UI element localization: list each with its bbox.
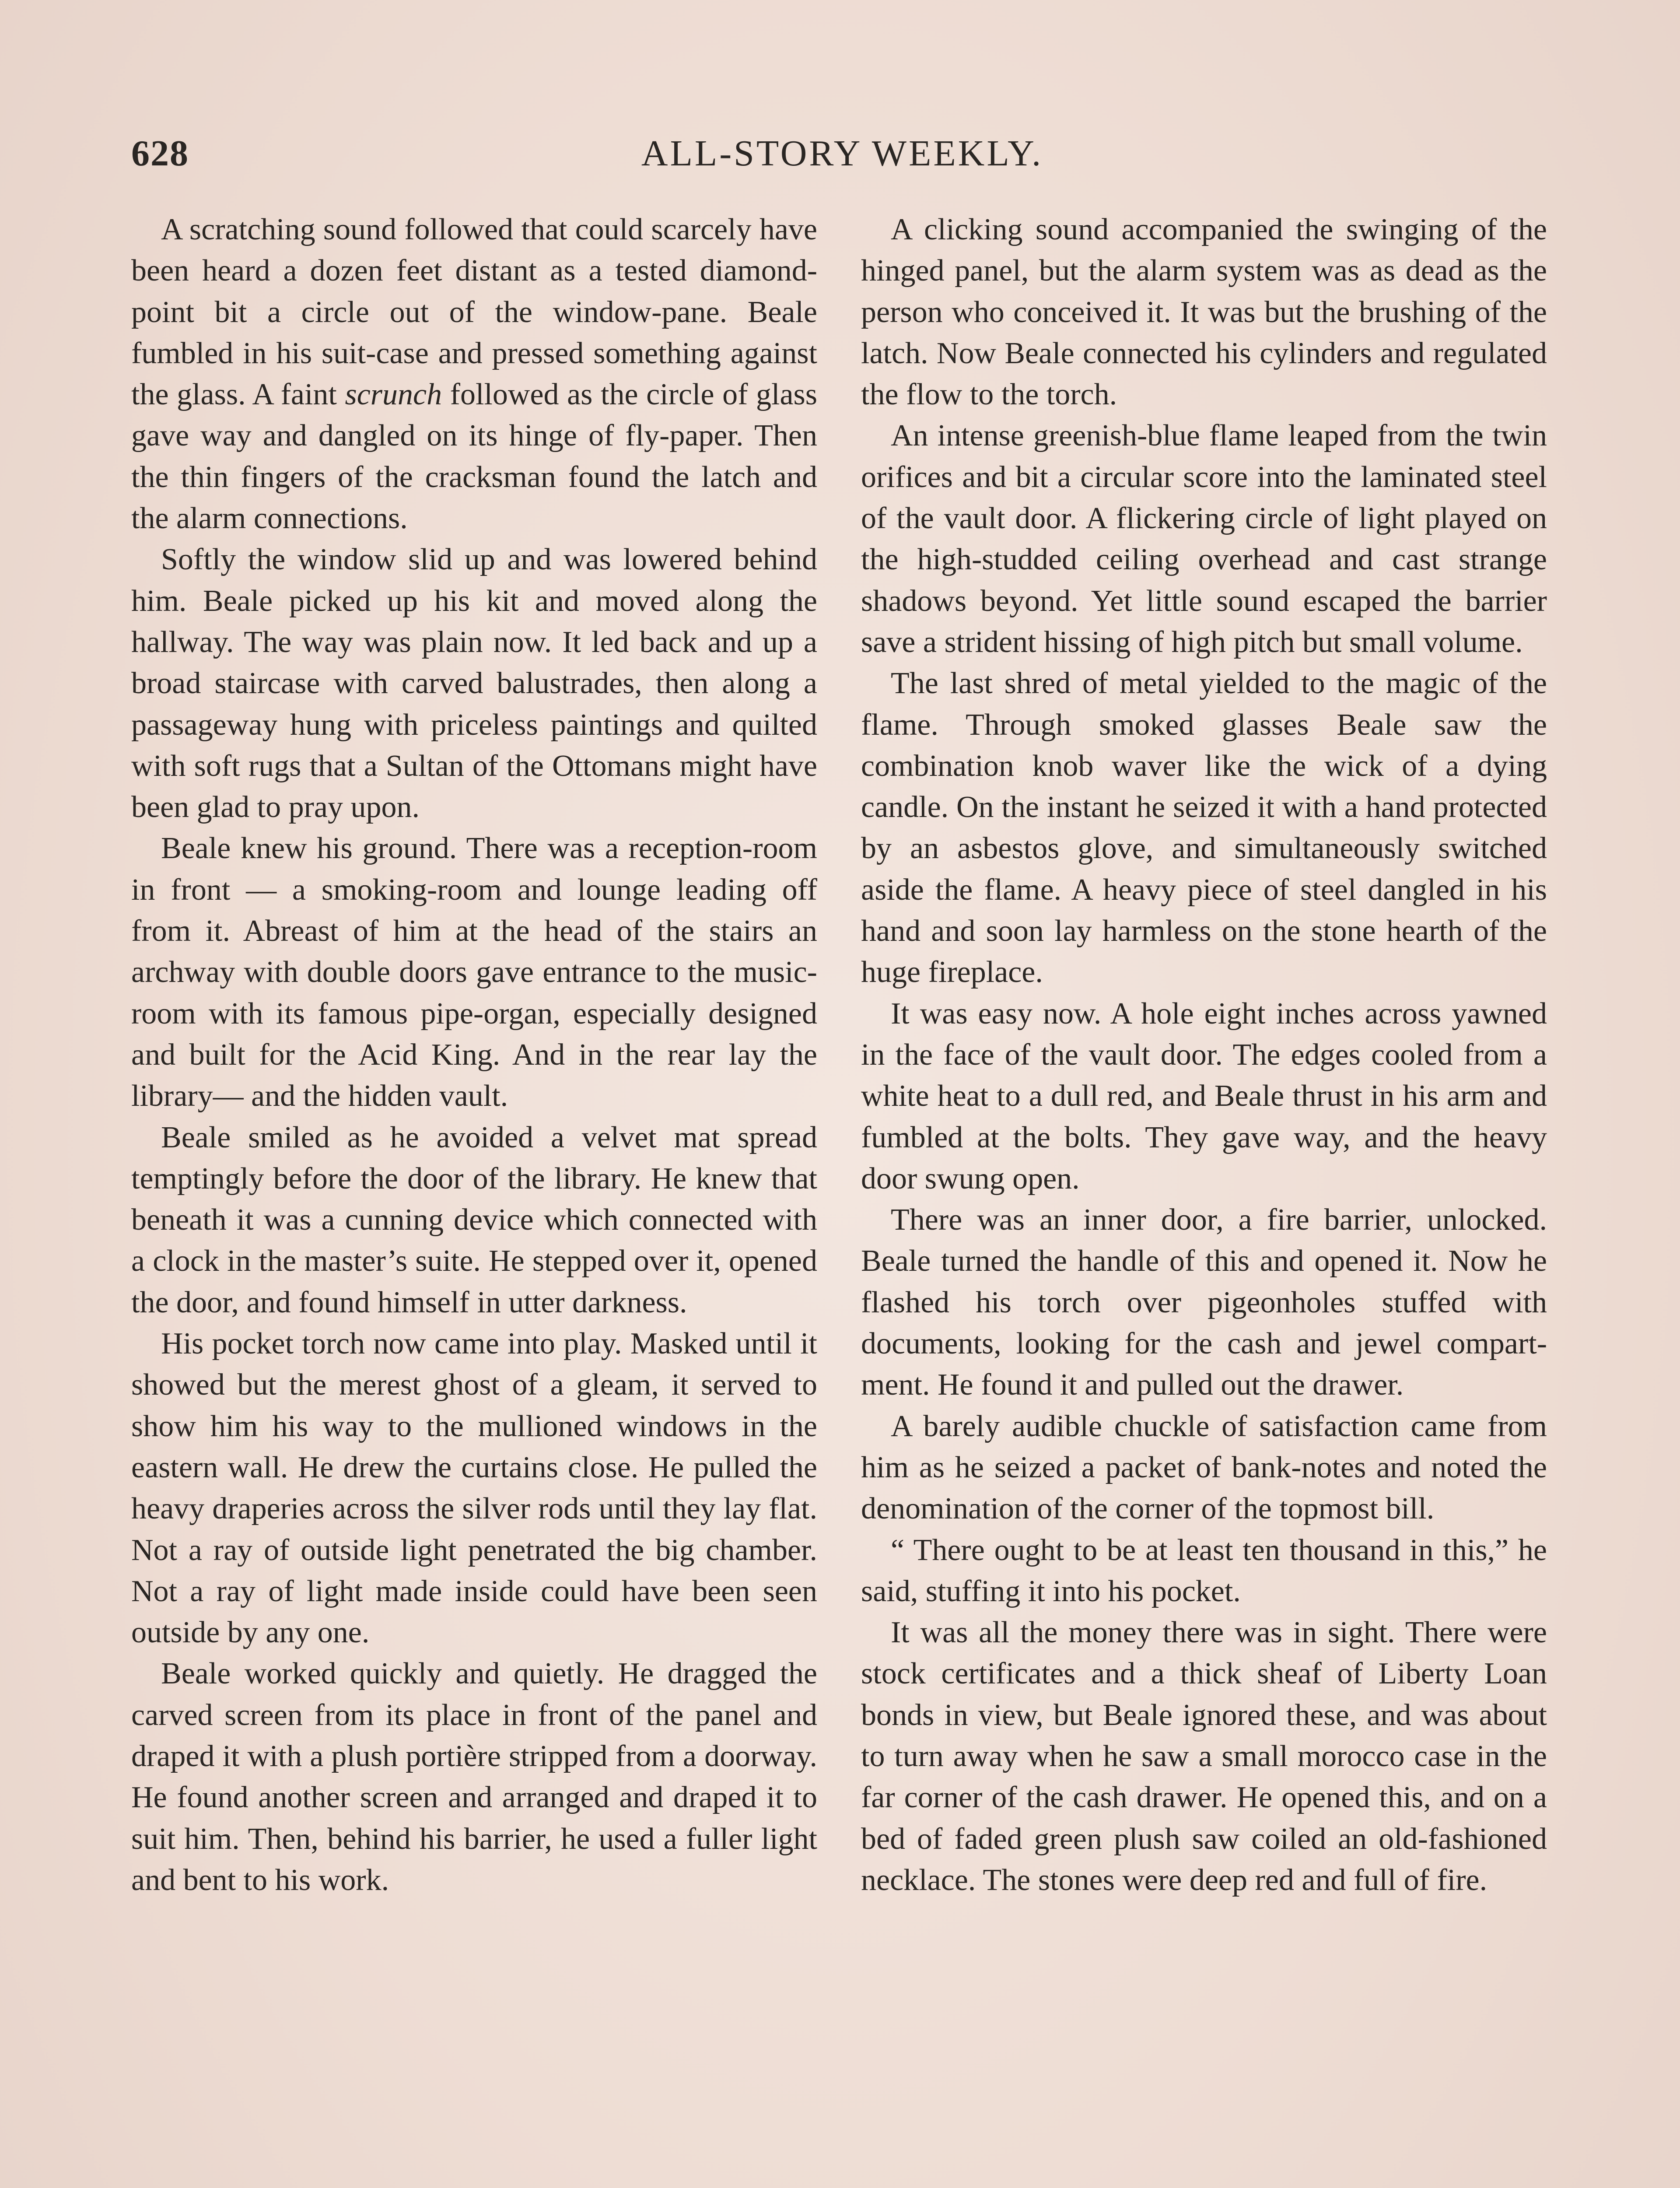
paragraph: Beale smiled as he avoided a velvet mat spread temptingly before the door of the library. He knew that beneath it was a cunning device which connected with a clock in the master’s suite. He stepped over it, opened the door, and found himself in utter darkness.: [131, 1120, 817, 1319]
paragraph: A clicking sound accompanied the swinging of the hinged panel, but the alarm system was as dead as the person who conceived it. It was but the brushing of the latch. Now Beale connected his cylinders and regulated the flow to the torch.: [861, 213, 1547, 412]
page-header: [131, 130, 1553, 178]
paragraph: A barely audible chuckle of satisfaction came from him as he seized a packet of bank-notes and noted the denomination of the corner of the topmost bill.: [861, 1409, 1547, 1526]
paragraph: A scratching sound followed that could scarcely have been heard a dozen feet distant as a tested diamond-point bit a circle out of the window-pane. Beale fumbled in his suit-case and pressed something against the glass. A faint scrunch followed as the circle of glass gave way and dangled on its hinge of fly-paper. Then the thin fingers of the cracksman found the latch and the alarm connections.: [131, 213, 817, 536]
paragraph: An intense greenish-blue flame leaped from the twin orifices and bit a circular score into the laminated steel of the vault door. A flickering circle of light played on the high-studded ceiling overhead and cast strange shadows beyond. Yet little sound escaped the barrier save a strident hissing of high pitch but small volume.: [861, 419, 1547, 659]
italic-word: scrunch: [345, 378, 442, 412]
paragraph: Beale knew his ground. There was a reception-room in front — a smoking-room and lounge leading off from it. Abreast of him at the head of the stairs an archway with double doors gave entrance to the music-room with its famous pipe-organ, especially designed and built for the Acid King. And in the rear lay the library— and the hidden vault.: [131, 831, 817, 1113]
paragraph: It was easy now. A hole eight inches across yawned in the face of the vault door. The edges cooled from a white heat to a dull red, and Beale thrust in his arm and fumbled at the bolts. They gave way, and the heavy door swung open.: [861, 996, 1547, 1196]
paragraph: There was an inner door, a fire barrier, unlocked. Beale turned the handle of this and opened it. Now he flashed his torch over pigeonholes stuffed with documents, looking for the cash and jewel compartment. He found it and pulled out the drawer.: [861, 1203, 1547, 1402]
paragraph: His pocket torch now came into play. Masked until it showed but the merest ghost of a gleam, it served to show him his way to the mullioned windows in the eastern wall. He drew the curtains close. He pulled the heavy draperies across the silver rods until they lay flat. Not a ray of outside light penetrated the big chamber. Not a ray of light made inside could have been seen outside by any one.: [131, 1327, 817, 1650]
paragraph: Softly the window slid up and was lowered behind him. Beale picked up his kit and moved along the hallway. The way was plain now. It led back and up a broad staircase with carved balustrades, then along a passageway hung with priceless paintings and quilted with soft rugs that a Sultan of the Ottomans might have been glad to pray upon.: [131, 543, 817, 824]
paragraph: “ There ought to be at least ten thousand in this,” he said, stuffing it into his pocket.: [861, 1533, 1547, 1608]
paragraph: Beale worked quickly and quietly. He dragged the carved screen from its place in front of the panel and draped it with a plush portière stripped from a doorway. He found another screen and arranged and draped it to suit him. Then, behind his barrier, he used a fuller light and bent to his work.: [131, 1657, 817, 1897]
paragraph: It was all the money there was in sight. There were stock certificates and a thick sheaf of Liberty Loan bonds in view, but Beale ignored these, and was about to turn away when he saw a small morocco case in the far corner of the cash drawer. He opened this, and on a bed of faded green plush saw coiled an old-fashioned necklace. The stones were deep red and full of fire.: [861, 1616, 1547, 1897]
paragraph: The last shred of metal yielded to the magic of the flame. Through smoked glasses Beale saw the combination knob waver like the wick of a dying candle. On the instant he seized it with a hand protected by an asbestos glove, and simultaneously switched aside the flame. A heavy piece of steel dangled in his hand and soon lay harmless on the stone hearth of the huge fireplace.: [861, 666, 1547, 989]
right-column: [861, 209, 1547, 1901]
page-number: 628: [131, 133, 189, 174]
left-column: [131, 209, 817, 1901]
running-title: ALL-STORY WEEKLY.: [641, 133, 1043, 174]
